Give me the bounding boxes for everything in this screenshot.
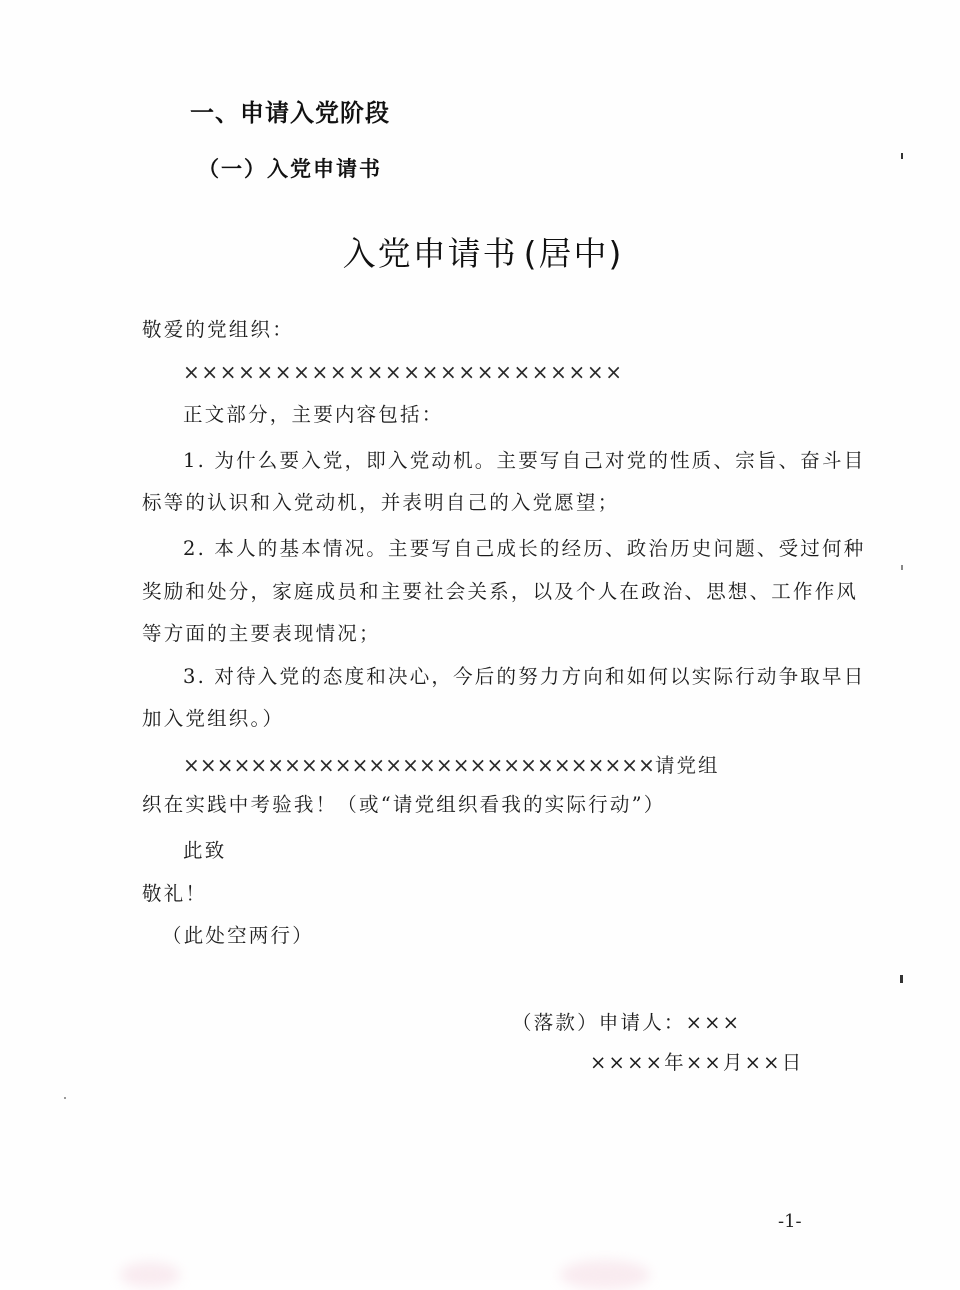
date-line: ××××年××月××日 <box>590 1051 804 1074</box>
scan-speck <box>901 565 903 570</box>
blank-lines-note: （此处空两行） <box>162 924 314 947</box>
signature: （落款）申请人：××× <box>512 1011 742 1034</box>
point-3-line-1: 3. 对待入党的态度和决心，今后的努力方向和如何以实际行动争取早日 <box>183 665 866 688</box>
title-note: (居中) <box>523 234 624 273</box>
body-intro: 正文部分，主要内容包括： <box>183 403 444 426</box>
salutation: 敬爱的党组织： <box>142 318 294 341</box>
jing-li: 敬礼！ <box>142 882 208 905</box>
closing-tail: 请党组 <box>655 754 720 777</box>
title-text: 入党申请书 <box>342 234 518 273</box>
section-heading: 一、申请入党阶段 <box>190 99 390 127</box>
closing-placeholder: ×××××××××××××××××××××××××××× <box>183 753 656 777</box>
ci-zhi: 此致 <box>183 839 227 862</box>
point-2-line-1: 2. 本人的基本情况。主要写自己成长的经历、政治历史问题、受过何种 <box>183 537 866 560</box>
document-title <box>0 228 960 275</box>
scan-smudge <box>560 1260 650 1290</box>
scan-speck <box>900 975 903 983</box>
placeholder-line: ×××××××××××××××××××××××× <box>183 360 624 384</box>
page-number: -1- <box>778 1211 802 1232</box>
point-2-line-3: 等方面的主要表现情况； <box>142 622 381 645</box>
point-3-line-2: 加入党组织。） <box>142 707 285 730</box>
closing-paragraph-line-1 <box>183 750 720 778</box>
subsection-heading: （一）入党申请书 <box>198 157 382 181</box>
scan-speck <box>64 1097 66 1099</box>
scan-speck <box>901 153 903 159</box>
point-1-line-2: 标等的认识和入党动机，并表明自己的入党愿望； <box>142 491 620 514</box>
point-1-line-1: 1. 为什么要入党，即入党动机。主要写自己对党的性质、宗旨、奋斗目 <box>183 449 866 472</box>
scan-smudge <box>120 1262 180 1288</box>
closing-paragraph-line-2: 织在实践中考验我！（或“请党组织看我的实际行动”） <box>142 793 666 816</box>
point-2-line-2: 奖励和处分，家庭成员和主要社会关系，以及个人在政治、思想、工作作风 <box>142 580 859 603</box>
